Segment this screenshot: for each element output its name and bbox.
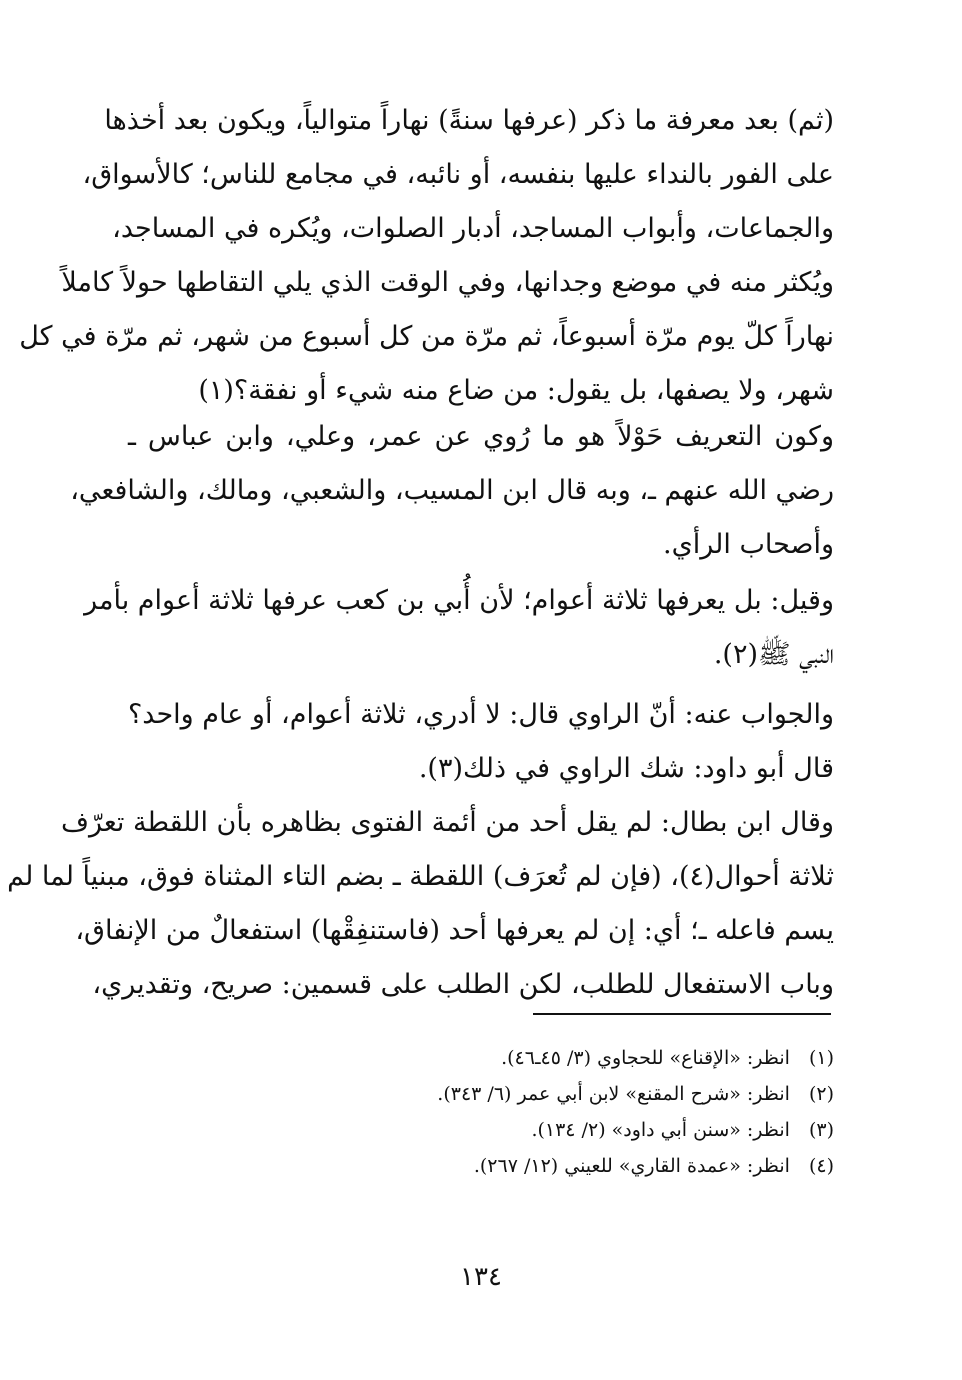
text-line: نهاراً كلّ يوم مرّة أسبوعاً، ثم مرّة من كل أسبوع من شهر، ثم مرّة في كل — [19, 321, 834, 352]
footnote — [300, 1112, 834, 1148]
footnote-number: (١) — [808, 1047, 834, 1069]
paragraph-4 — [128, 688, 834, 796]
text-line: ثلاثة أحوال(٤)، (فإن لم تُعرَف) اللقطة ـ بضم التاء المثناة فوق، مبنياً لما لم — [7, 861, 834, 892]
main-text — [70, 410, 834, 572]
text-line: النبي ﷺ(٢). — [713, 639, 834, 670]
text-line: قال أبو داود: شك الراوي في ذلك(٣). — [418, 753, 834, 784]
text-line: شهر، ولا يصفها، بل يقول: من ضاع منه شيء أو نفقة؟(١) — [198, 375, 834, 406]
footnote-number: (٤) — [808, 1155, 834, 1177]
main-text — [19, 94, 834, 418]
text-line: والجماعات، وأبواب المساجد، أدبار الصلوات، ويُكره في المساجد، — [112, 213, 834, 244]
main-text — [128, 688, 834, 796]
footnote-text: انظر: «شرح المقنع» لابن أبي عمر (٦/ ٣٤٣). — [437, 1083, 790, 1105]
paragraph-2 — [70, 410, 834, 572]
text-line: ويُكثر منه في موضع وجدانها، وفي الوقت الذي يلي التقاطها حولاً كاملاً — [61, 267, 834, 298]
footnotes — [300, 1040, 834, 1184]
paragraph-1 — [19, 94, 834, 418]
text-line: وباب الاستفعال للطلب، لكن الطلب على قسمين: صريح، وتقديري، — [92, 969, 834, 1000]
text-line: رضي الله عنهم ـ، وبه قال ابن المسيب، والشعبي، ومالك، والشافعي، — [70, 475, 834, 506]
main-text — [7, 796, 834, 1012]
footnote — [300, 1040, 834, 1076]
footnote — [300, 1076, 834, 1112]
text-line: وقيل: بل يعرفها ثلاثة أعوام؛ لأن أُبي بن كعب عرفها ثلاثة أعوام بأمر — [84, 585, 834, 616]
text-line: وقال ابن بطال: لم يقل أحد من أئمة الفتوى بظاهره بأن اللقطة تعرّف — [61, 807, 834, 838]
text-line: (ثم) بعد معرفة ما ذكر (عرفها سنةً) نهاراً متوالياً، ويكون بعد أخذها — [104, 105, 834, 136]
text-line: وأصحاب الرأي. — [663, 529, 834, 560]
paragraph-3 — [84, 574, 834, 682]
text-line: وكون التعريف حَوْلاً هو ما رُوي عن عمر، وعلي، وابن عباس ـ — [128, 421, 834, 452]
text-line: يسم فاعله ـ؛ أي: إن لم يعرفها أحد (فاستنفِقْها) استفعالٌ من الإنفاق، — [75, 915, 834, 946]
footnote-text: انظر: «عمدة القاري» للعيني (١٢/ ٢٦٧). — [473, 1155, 790, 1177]
page-number: ١٣٤ — [460, 1262, 502, 1292]
footnote-number: (٣) — [808, 1119, 834, 1141]
paragraph-5 — [7, 796, 834, 1012]
main-text — [84, 574, 834, 682]
text-line: والجواب عنه: أنّ الراوي قال: لا أدري، ثلاثة أعوام، أو عام واحد؟ — [127, 699, 834, 730]
text-line: على الفور بالنداء عليها بنفسه، أو نائبه، في مجامع للناس؛ كالأسواق، — [82, 159, 834, 190]
footnote — [300, 1148, 834, 1184]
footnote-text: انظر: «الإقناع» للحجاوي (٣/ ٤٥ـ٤٦). — [501, 1047, 790, 1069]
footnote-number: (٢) — [808, 1083, 834, 1105]
footnote-text: انظر: «سنن أبي داود» (٢/ ١٣٤). — [531, 1119, 790, 1141]
footnote-separator — [533, 1013, 831, 1015]
